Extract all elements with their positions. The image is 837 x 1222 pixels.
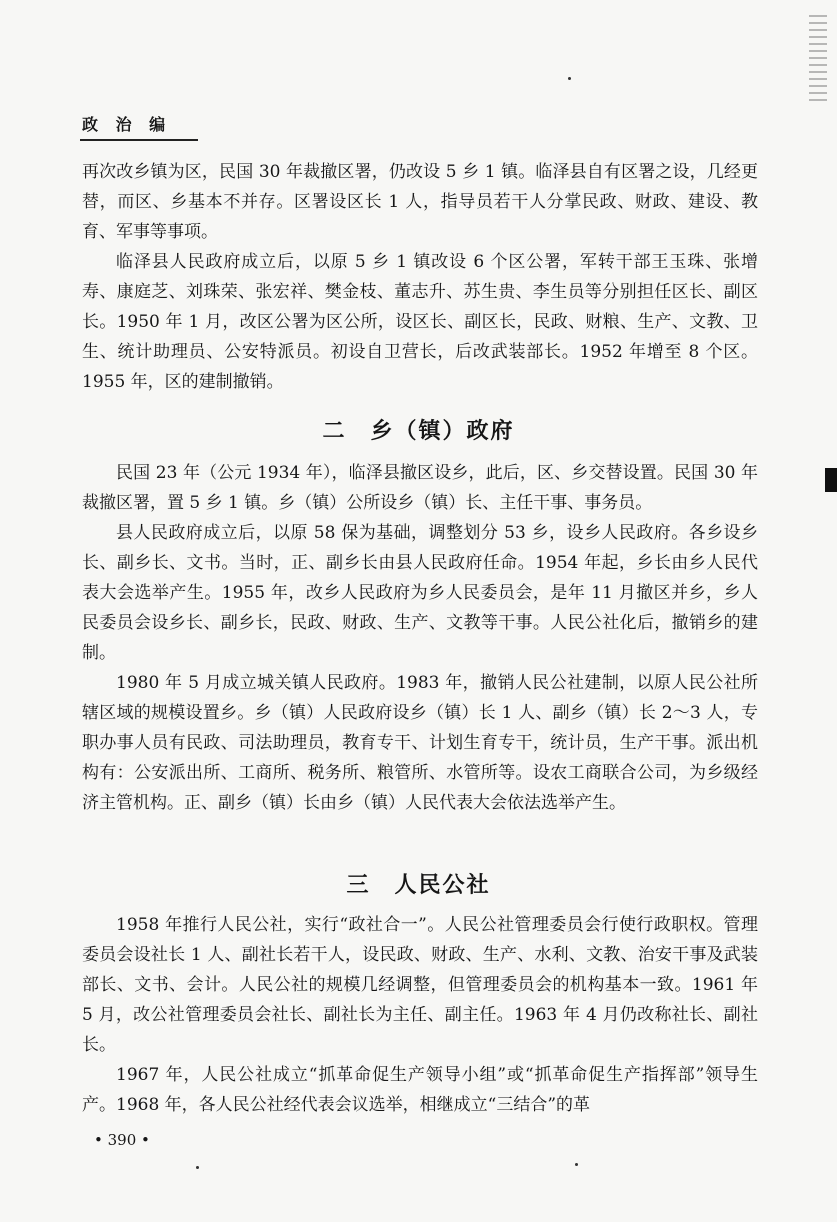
paragraph: 1967 年，人民公社成立“抓革命促生产领导小组”或“抓革命促生产指挥部”领导生产。1968 年，各人民公社经代表会议选举，相继成立“三结合”的革 (82, 1065, 758, 1115)
paragraph: 临泽县人民政府成立后，以原 5 乡 1 镇改设 6 个区公署，军转干部王玉珠、张增寿、康庭芝、刘珠荣、张宏祥、樊金枝、董志升、苏生贵、李生员等分别担任区长、副区长。1950 年 1 月，改区公署为区公所，设区长、副区长，民政、财粮、生产、文教、卫生、统计助理员、公安特派员。初设自卫营长，后改武装部长。1952 年增至 8 个区。1955 年，区的建制撤销。 (82, 252, 758, 392)
speck (575, 1163, 578, 1166)
paragraph: 1958 年推行人民公社，实行“政社合一”。人民公社管理委员会行使行政职权。管理委员会设社长 1 人、副社长若干人，设民政、财政、生产、水利、文教、治安干事及武装部长、文书、会计。人民公社的规模几经调整，但管理委员会的机构基本一致。1961 年 5 月，改公社管理委员会社长、副社长为主任、副主任。1963 年 4 月仍改称社长、副社长。 (82, 915, 758, 1055)
scan-artifact (809, 15, 827, 105)
section-3-body (82, 910, 758, 1120)
section-heading: 二 乡（镇）政府 (322, 418, 515, 444)
section-2-body (82, 458, 758, 818)
speck (196, 1166, 199, 1169)
paragraph: 再次改乡镇为区，民国 30 年裁撤区署，仍改设 5 乡 1 镇。临泽县自有区署之设，几经更替，而区、乡基本不并存。区署设区长 1 人，指导员若干人分掌民政、财政、建设、教育、军事等事项。 (82, 162, 758, 242)
page-number: • 390 • (94, 1131, 150, 1149)
edge-tab-mark (825, 468, 837, 492)
block-1 (82, 157, 758, 397)
section-heading: 三 人民公社 (346, 872, 491, 898)
running-header: 政 治 编 (82, 115, 172, 134)
paragraph: 县人民政府成立后，以原 58 保为基础，调整划分 53 乡，设乡人民政府。各乡设乡长、副乡长、文书。当时，正、副乡长由县人民政府任命。1954 年起，乡长由乡人民代表大会选举产生。1955 年，改乡人民政府为乡人民委员会，是年 11 月撤区并乡，乡人民委员会设乡长、副乡长，民政、财政、生产、文教等干事。人民公社化后，撤销乡的建制。 (82, 523, 758, 663)
header-rule (80, 139, 198, 141)
speck (568, 77, 571, 80)
paragraph: 民国 23 年（公元 1934 年），临泽县撤区设乡，此后，区、乡交替设置。民国 30 年裁撤区署，置 5 乡 1 镇。乡（镇）公所设乡（镇）长、主任干事、事务员。 (82, 463, 758, 513)
paragraph: 1980 年 5 月成立城关镇人民政府。1983 年，撤销人民公社建制，以原人民公社所辖区域的规模设置乡。乡（镇）人民政府设乡（镇）长 1 人、副乡（镇）长 2～3 人，专职办事人员有民政、司法助理员，教育专干、计划生育专干，统计员，生产干事。派出机构有：公安派出所、工商所、税务所、粮管所、水管所等。设农工商联合公司，为乡级经济主管机构。正、副乡（镇）长由乡（镇）人民代表大会依法选举产生。 (82, 673, 758, 813)
